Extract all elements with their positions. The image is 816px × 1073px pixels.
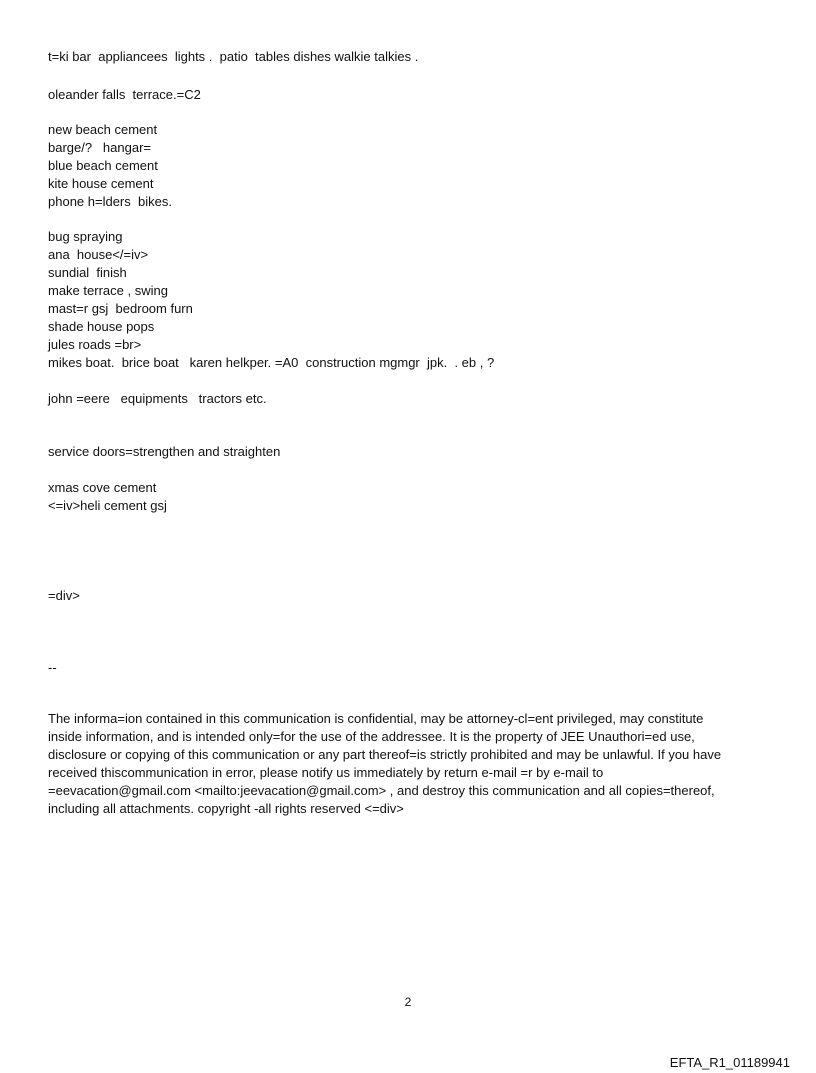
disclaimer-line: received thiscommunication in error, please notify us immediately by return e-mail =r by e-mail to (48, 765, 604, 780)
note-line: ana house</=iv> (48, 247, 149, 262)
note-line: jules roads =br> (48, 337, 142, 352)
disclaimer-line: including all attachments. copyright -all rights reserved <=div> (48, 801, 404, 816)
note-line: sundial finish (48, 265, 127, 280)
note-line: make terrace , swing (48, 283, 168, 298)
bates-number: EFTA_R1_01189941 (669, 1055, 790, 1070)
note-line: =div> (48, 588, 80, 603)
note-line: kite house cement (48, 176, 154, 191)
disclaimer-line: The informa=ion contained in this communication is confidential, may be attorney-cl=ent privileged, may constitute (48, 711, 704, 726)
note-line: mikes boat. brice boat karen helkper. =A0 construction mgmgr jpk. . eb , ? (48, 355, 495, 370)
note-line: john =eere equipments tractors etc. (48, 391, 267, 406)
note-line: bug spraying (48, 229, 123, 244)
confidentiality-disclaimer (48, 710, 768, 818)
note-line: new beach cement (48, 122, 158, 137)
note-line: oleander falls terrace.=C2 (48, 87, 201, 102)
note-line: t=ki bar appliancees lights . patio tables dishes walkie talkies . (48, 49, 419, 64)
disclaimer-line: =eevacation@gmail.com <mailto:jeevacation@gmail.com> , and destroy this communication and all copies=thereof, (48, 783, 715, 798)
note-line: mast=r gsj bedroom furn (48, 301, 193, 316)
page-number: 2 (404, 995, 412, 1009)
note-line: service doors=strengthen and straighten (48, 444, 281, 459)
note-line: xmas cove cement (48, 480, 157, 495)
disclaimer-line: disclosure or copying of this communication or any part thereof=is strictly prohibited and may be unlawful. If you have (48, 747, 722, 762)
note-line: barge/? hangar= (48, 140, 151, 155)
disclaimer-line: inside information, and is intended only=for the use of the addressee. It is the property of JEE Unauthori=ed use, (48, 729, 695, 744)
note-line: phone h=lders bikes. (48, 194, 172, 209)
signature-separator: -- (48, 660, 57, 675)
note-line: shade house pops (48, 319, 155, 334)
note-line: blue beach cement (48, 158, 158, 173)
note-line: <=iv>heli cement gsj (48, 498, 167, 513)
